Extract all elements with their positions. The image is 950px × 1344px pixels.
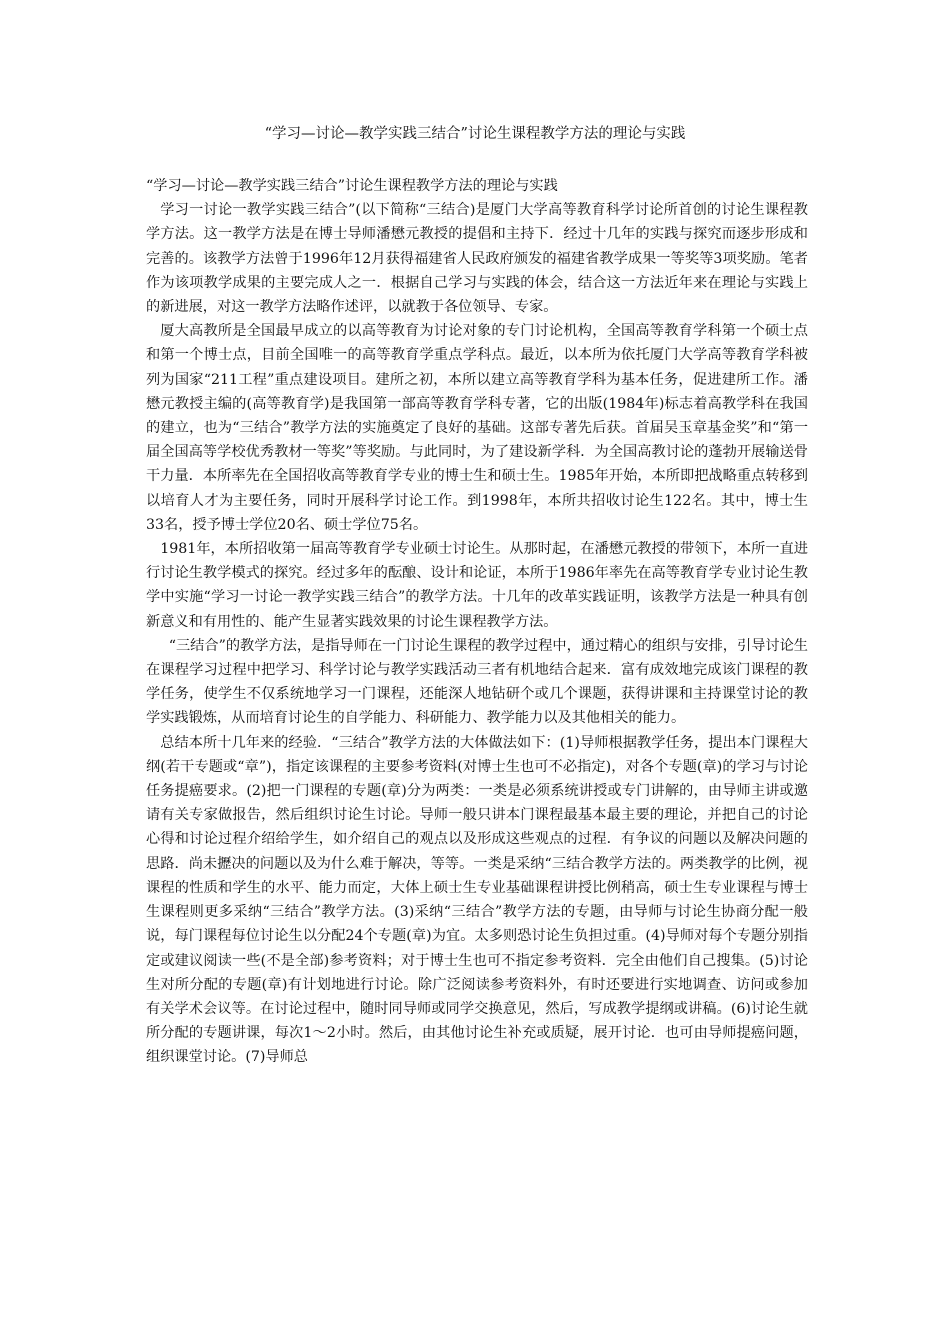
paragraph: 1981年，本所招收第一届高等教育学专业硕士讨论生。从那时起，在潘懋元教授的带领下，本所一直进行讨论生教学模式的探究。经过多年的酝酿、设计和论证，本所于1986年率先在高等教育学专业讨论生教学中实施“学习一讨论一教学实践三结合”的教学方法。十几年的改革实践证明，该教学方法是一种具有创新意义和有用性的、能产生显著实践效果的讨论生课程教学方法。 <box>146 541 808 630</box>
paragraph: 厦大高教所是全国最早成立的以高等教育为讨论对象的专门讨论机构，全国高等教育学科第一个硕士点和第一个博士点，目前全国唯一的高等教育学重点学科点。最近，以本所为依托厦门大学高等教育学科被列为国家“211工程”重点建设项目。建所之初，本所以建立高等教育学科为基本任务，促进建所工作。潘懋元教授主编的(高等教育学)是我国第一部高等教育学科专著，它的出版(1984年)标志着高教学科在我国的建立，也为“三结合”教学方法的实施奠定了良好的基础。这部专著先后获。首届吴玉章基金奖”和“第一届全国高等学校优秀教材一等奖”等奖励。与此同时，为了建设新学科．为全国高教讨论的蓬勃开展输送骨干力量．本所率先在全国招收高等教育学专业的博士生和硕士生。1985年开始，本所即把战略重点转移到以培育人才为主要任务，同时开展科学讨论工作。到1998年，本所共招收讨论生122名。其中，博士生33名，授予博士学位20名、硕士学位75名。 <box>146 323 809 533</box>
document-subtitle: “学习—讨论—教学实践三结合”讨论生课程教学方法的理论与实践 <box>146 178 558 194</box>
paragraph: “三结合”的教学方法，是指导师在一门讨论生课程的教学过程中，通过精心的组织与安排，引导讨论生在课程学习过程中把学习、科学讨论与教学实践活动三者有机地结合起来．富有成效地完成该门课程的教学任务，使学生不仅系统地学习一门课程，还能深人地钻研个或几个课题，获得讲课和主持课堂讨论的教学实践锻炼，从而培育讨论生的自学能力、科研能力、教学能力以及其他相关的能力。 <box>146 637 808 727</box>
paragraph: 学习一讨论一教学实践三结合”(以下简称“三结合)是厦门大学高等教育科学讨论所首创的讨论生课程教学方法。这一教学方法是在博士导师潘懋元教授的提倡和主持下．经过十几年的实践与探究而逐步形成和完善的。该教学方法曾于1996年12月获得福建省人民政府颁发的福建省教学成果一等奖等3项奖励。笔者作为该项教学成果的主要完成人之一．根据自己学习与实践的体会，结合这一方法近年来在理论与实践上的新进展，对这一教学方法略作述评，以就教于各位领导、专家。 <box>146 202 808 316</box>
document-title: “学习—讨论—教学实践三结合”讨论生课程教学方法的理论与实践 <box>264 126 686 142</box>
document-body <box>146 174 808 1070</box>
paragraph: 总结本所十几年来的经验．“三结合”教学方法的大体做法如下：(1)导师根据教学任务，提出本门课程大纲(若干专题或“章”)，指定该课程的主要参考资料(对博士生也可不必指定)，对各个专题(章)的学习与讨论任务提癌要求。(2)把一门课程的专题(章)分为两类：一类是必须系统讲授或专门讲解的，由导师主讲或邀请有关专家做报告，然后组织讨论生讨论。导师一般只讲本门课程最基本最主要的理论，并把自己的讨论心得和讨论过程介绍给学生，如介绍自己的观点以及形成这些观点的过程．有争议的问题以及解决问题的思路．尚未攊决的问题以及为什么难于解决，等等。一类是采纳“三结合教学方法的。两类教学的比例，视课程的性质和学生的水平、能力而定，大体上硕士生专业基础课程讲授比例稍高，硕士生专业课程与博士生课程则更多采纳“三结合”教学方法。(3)采纳“三结合”教学方法的专题，由导师与讨论生协商分配一般说，每门课程每位讨论生以分配24个专题(章)为宜。太多则恐讨论生负担过重。(4)导师对每个专题分别指定或建议阅读一些(不是全部)参考资料；对于博士生也可不指定参考资料．完全由他们自己搜集。(5)讨论生对所分配的专题(章)有计划地进行讨论。除广泛阅读参考资料外，有时还要进行实地调查、访问或参加有关学术会议等。在讨论过程中，随时同导师或同学交换意见，然后，写成教学提纲或讲稿。(6)讨论生就所分配的专题讲课，每次1～2小时。然后，由其他讨论生补充或质疑，展开讨论．也可由导师提癌问题，组织课堂讨论。(7)导师总 <box>146 734 808 1066</box>
